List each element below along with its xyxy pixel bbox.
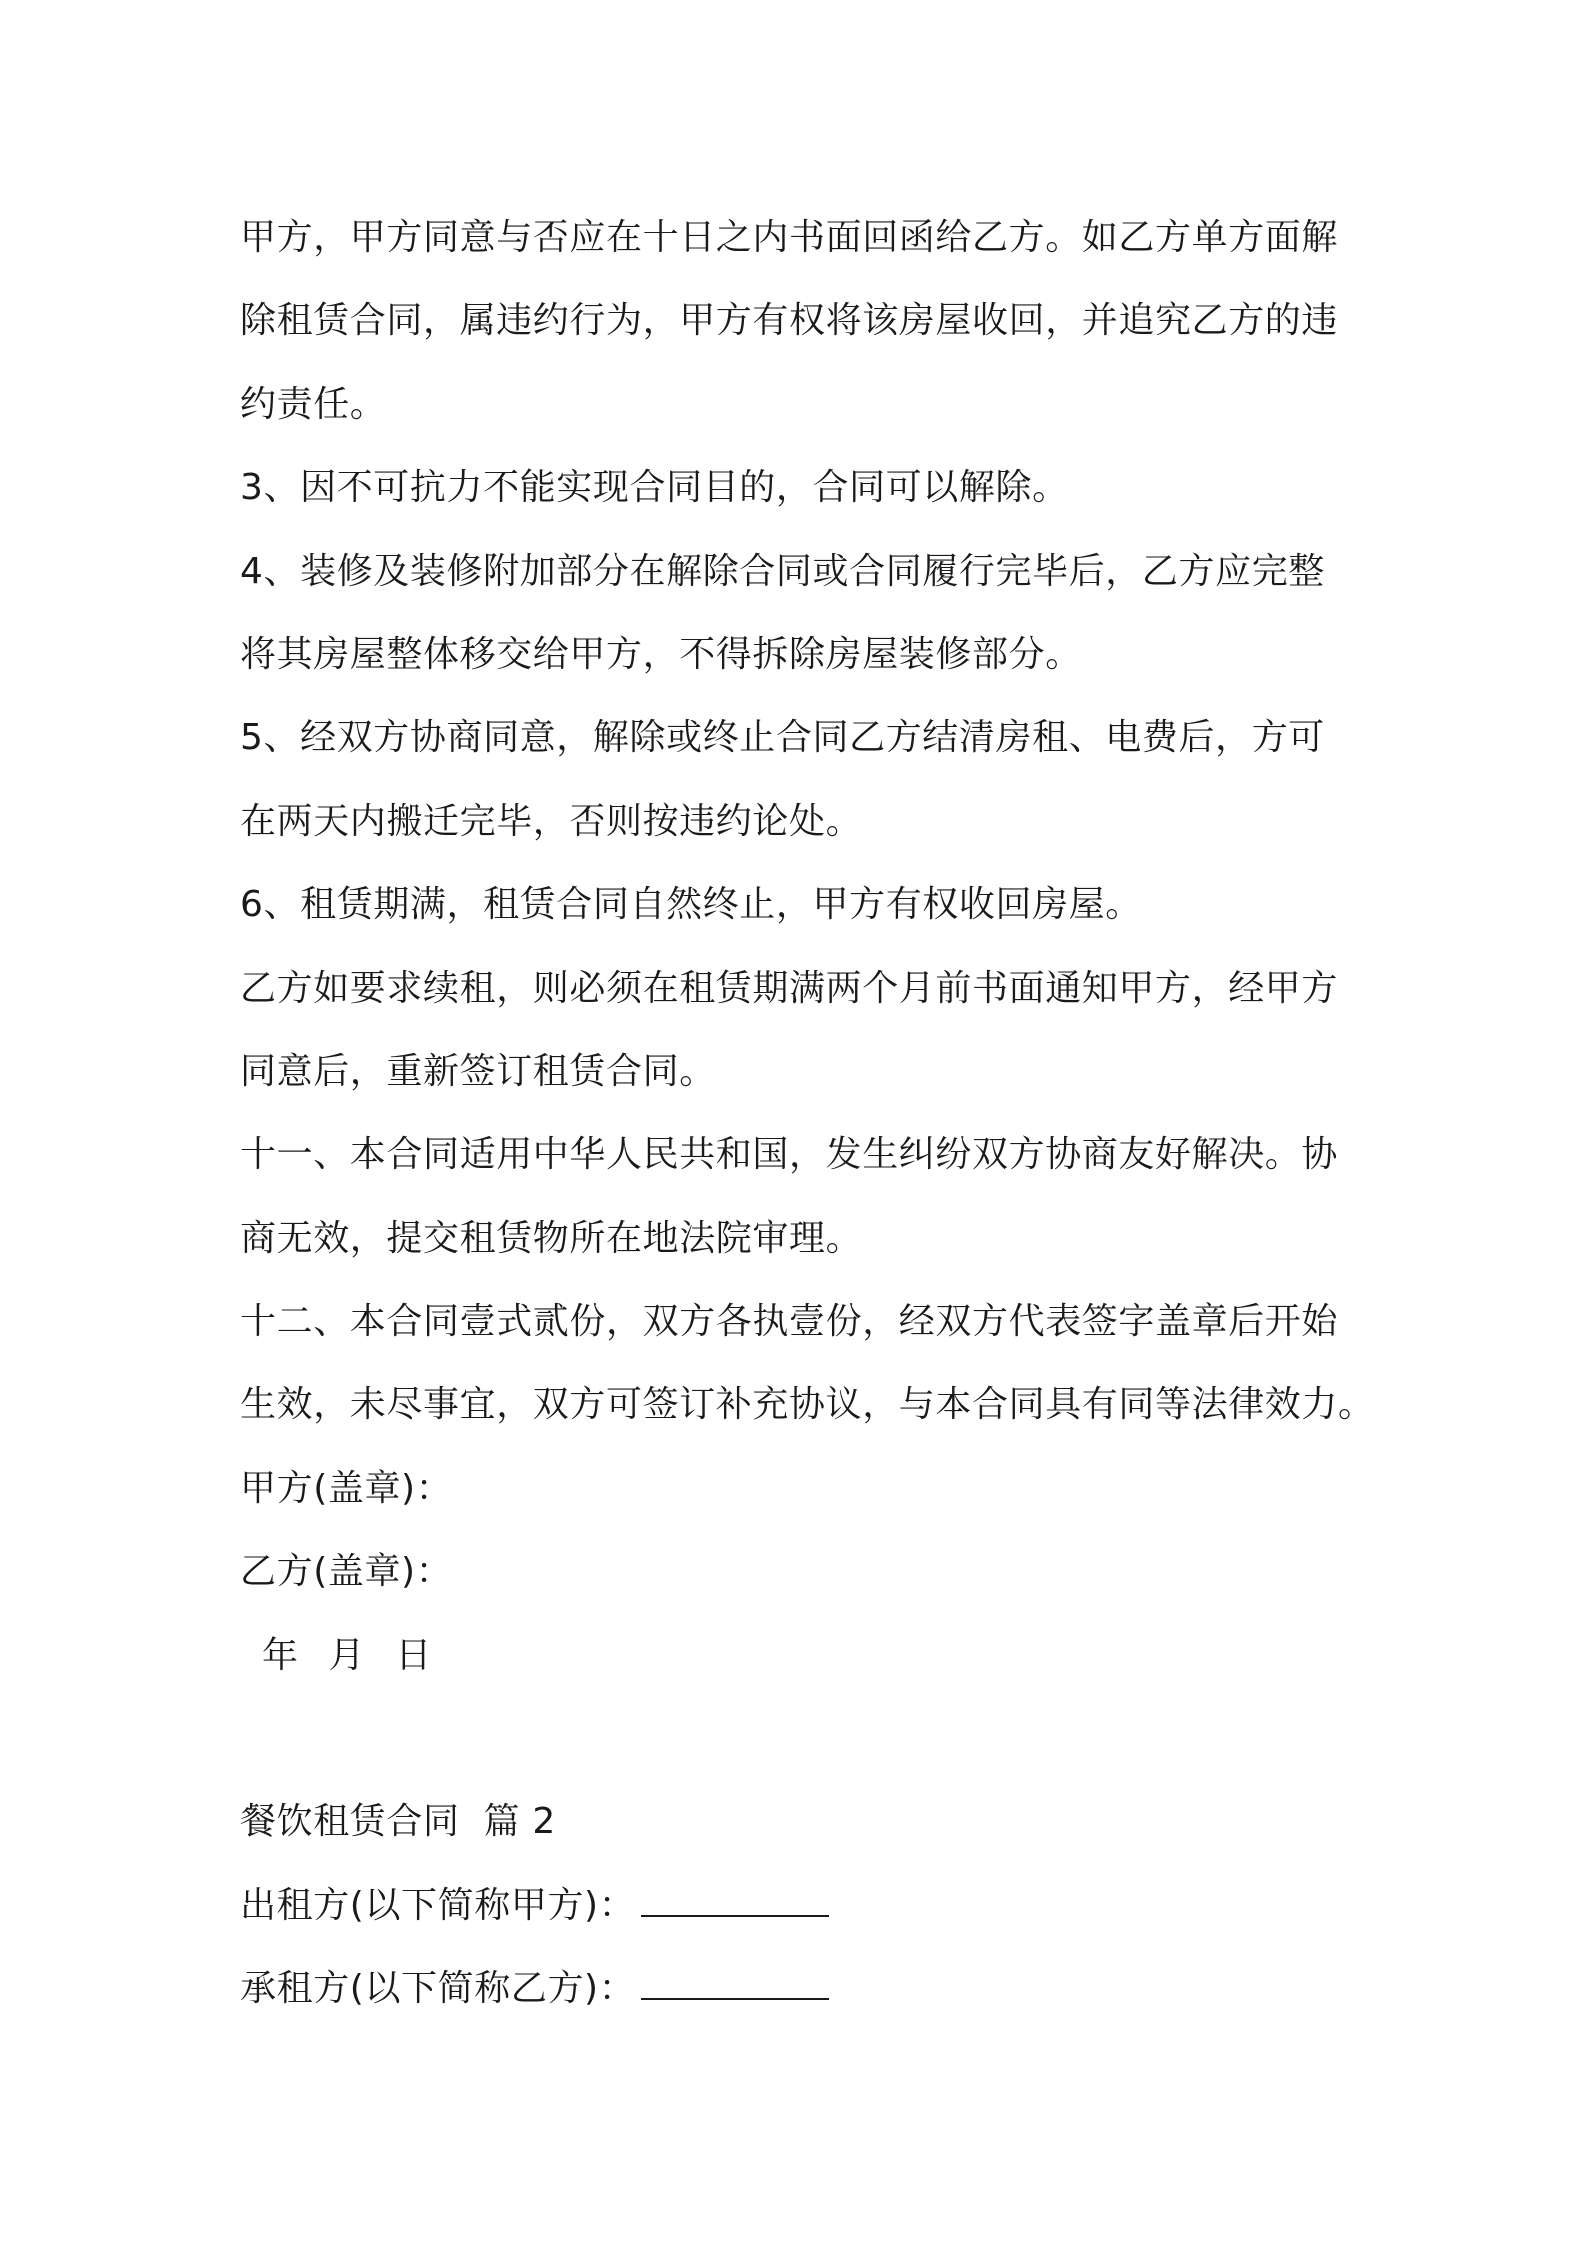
paragraph-line: 商无效，提交租赁物所在地法院审理。	[240, 1217, 863, 1259]
party-a-seal-label: 甲方(盖章)：	[240, 1467, 453, 1509]
paragraph-line: 生效，未尽事宜，双方可签订补充协议，与本合同具有同等法律效力。	[240, 1384, 1375, 1426]
paragraph-line: 乙方如要求续租，则必须在租赁期满两个月前书面通知甲方，经甲方	[240, 967, 1339, 1009]
lessee-label: 承租方(以下简称乙方)：	[240, 1968, 636, 2010]
paragraph-line: 除租赁合同，属违约行为，甲方有权将该房屋收回，并追究乙方的违	[240, 300, 1339, 342]
paragraph-line: 甲方，甲方同意与否应在十日之内书面回函给乙方。如乙方单方面解	[240, 217, 1339, 258]
paragraph-line: 约责任。	[240, 383, 387, 425]
paragraph-line: 在两天内搬迁完毕，否则按违约论处。	[240, 800, 863, 842]
clause-11: 十一、本合同适用中华人民共和国，发生纠纷双方协商友好解决。协	[240, 1134, 1339, 1176]
clause-4: 4、装修及装修附加部分在解除合同或合同履行完毕后，乙方应完整	[240, 550, 1325, 592]
signing-date	[240, 1614, 1360, 1697]
date-month: 月	[328, 1634, 366, 1676]
lessee-blank	[641, 1968, 829, 2000]
lessor-line	[240, 1864, 1360, 1947]
paragraph-line: 将其房屋整体移交给甲方，不得拆除房屋装修部分。	[240, 633, 1082, 675]
clause-12: 十二、本合同壹式贰份，双方各执壹份，经双方代表签字盖章后开始	[240, 1301, 1339, 1343]
lessor-label: 出租方(以下简称甲方)：	[240, 1884, 636, 1926]
spacer	[240, 1697, 1360, 1780]
clause-5: 5、经双方协商同意，解除或终止合同乙方结清房租、电费后，方可	[240, 717, 1325, 759]
date-day: 日	[395, 1634, 432, 1676]
paragraph-line: 同意后，重新签订租赁合同。	[240, 1050, 716, 1092]
section-title: 餐饮租赁合同 篇 2	[240, 1801, 556, 1843]
document-body	[240, 196, 1375, 2031]
clause-6: 6、租赁期满，租赁合同自然终止，甲方有权收回房屋。	[240, 884, 1142, 926]
clause-3: 3、因不可抗力不能实现合同目的，合同可以解除。	[240, 467, 1069, 509]
party-b-seal-label: 乙方(盖章)：	[240, 1551, 453, 1593]
lessee-line	[240, 1947, 1360, 2030]
lessor-blank	[641, 1885, 829, 1917]
date-year: 年	[262, 1634, 299, 1676]
